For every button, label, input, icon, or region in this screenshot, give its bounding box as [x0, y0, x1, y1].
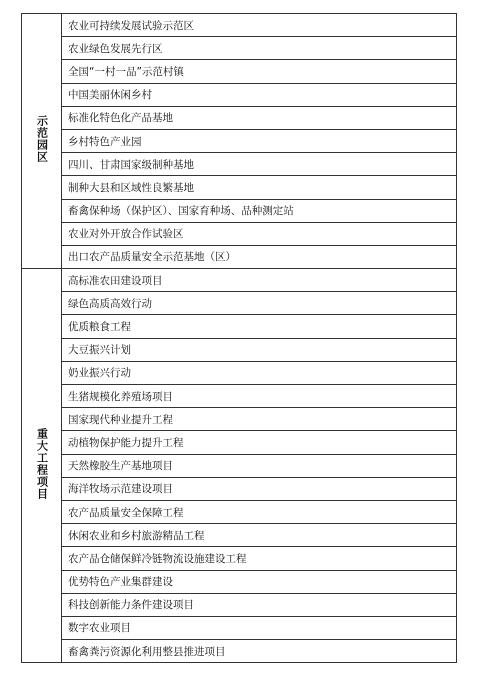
table-row — [22, 245, 457, 268]
category-label: 示范园区 — [35, 115, 49, 164]
item-cell: 数字农业项目 — [62, 616, 457, 639]
item-cell: 科技创新能力条件建设项目 — [62, 593, 457, 616]
table-row — [22, 153, 457, 176]
table-row — [22, 222, 457, 245]
item-cell: 国家现代种业提升工程 — [62, 408, 457, 431]
item-cell: 农业对外开放合作试验区 — [62, 222, 457, 245]
item-cell: 优质粮食工程 — [62, 315, 457, 338]
item-cell: 畜禽粪污资源化利用整县推进项目 — [62, 640, 457, 663]
table-body — [22, 14, 457, 663]
item-cell: 奶业振兴行动 — [62, 361, 457, 384]
table-row — [22, 524, 457, 547]
item-cell: 中国美丽休闲乡村 — [62, 83, 457, 106]
item-cell: 农产品质量安全保障工程 — [62, 500, 457, 523]
item-cell: 农业绿色发展先行区 — [62, 37, 457, 60]
table-row — [22, 176, 457, 199]
table-row — [22, 129, 457, 152]
category-cell — [22, 269, 62, 663]
item-cell: 农业可持续发展试验示范区 — [62, 14, 457, 37]
table-row — [22, 616, 457, 639]
table-row — [22, 570, 457, 593]
item-cell: 天然橡胶生产基地项目 — [62, 454, 457, 477]
item-cell: 出口农产品质量安全示范基地（区） — [62, 245, 457, 268]
table-row — [22, 83, 457, 106]
table-row — [22, 315, 457, 338]
item-cell: 动植物保护能力提升工程 — [62, 431, 457, 454]
item-cell: 乡村特色产业园 — [62, 129, 457, 152]
item-cell: 农产品仓储保鲜冷链物流设施建设工程 — [62, 547, 457, 570]
item-cell: 海洋牧场示范建设项目 — [62, 477, 457, 500]
table-row — [22, 547, 457, 570]
table-row — [22, 431, 457, 454]
table-row — [22, 338, 457, 361]
table-row — [22, 269, 457, 292]
item-cell: 制种大县和区域性良繁基地 — [62, 176, 457, 199]
item-cell: 畜禽保种场（保护区）、国家育种场、品种测定站 — [62, 199, 457, 222]
item-cell: 生猪规模化养殖场项目 — [62, 385, 457, 408]
table-row — [22, 500, 457, 523]
table-row — [22, 408, 457, 431]
table-row — [22, 106, 457, 129]
table-row — [22, 60, 457, 83]
table-row — [22, 477, 457, 500]
table-row — [22, 199, 457, 222]
table-row — [22, 361, 457, 384]
category-cell — [22, 14, 62, 269]
category-label: 重大工程项目 — [35, 427, 49, 500]
item-cell: 优势特色产业集群建设 — [62, 570, 457, 593]
item-cell: 高标准农田建设项目 — [62, 269, 457, 292]
item-cell: 大豆振兴计划 — [62, 338, 457, 361]
item-cell: 休闲农业和乡村旅游精品工程 — [62, 524, 457, 547]
item-cell: 全国“一村一品”示范村镇 — [62, 60, 457, 83]
item-cell: 绿色高质高效行动 — [62, 292, 457, 315]
table-row — [22, 385, 457, 408]
table-row — [22, 640, 457, 663]
table-row — [22, 292, 457, 315]
item-cell: 标准化特色化产品基地 — [62, 106, 457, 129]
project-table — [21, 13, 457, 663]
table-row — [22, 593, 457, 616]
item-cell: 四川、甘肃国家级制种基地 — [62, 153, 457, 176]
table-row — [22, 454, 457, 477]
table-row — [22, 37, 457, 60]
table-row — [22, 14, 457, 37]
